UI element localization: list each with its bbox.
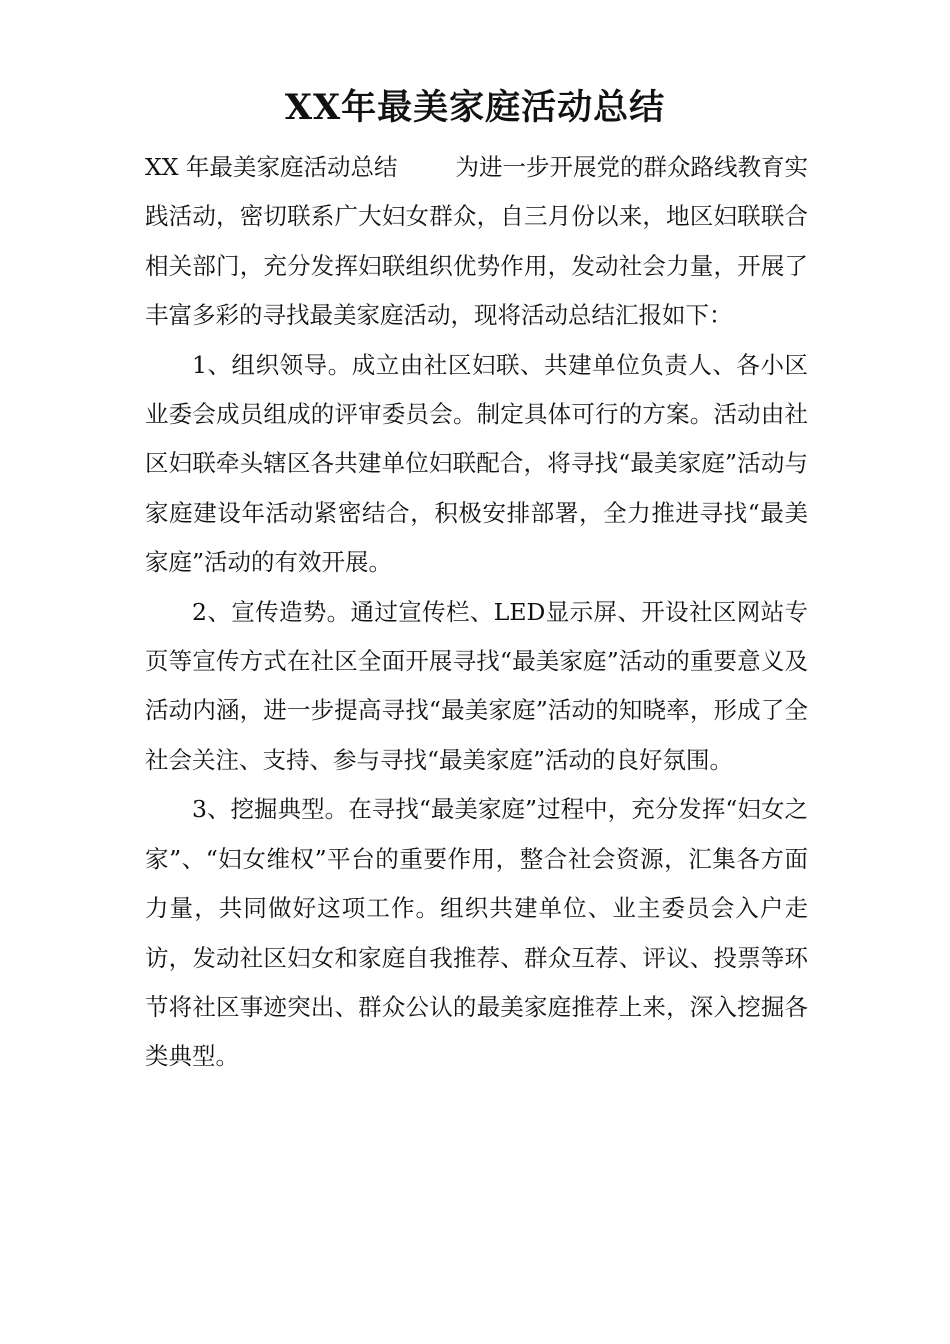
document-title: XX年最美家庭活动总结 bbox=[284, 87, 666, 128]
intro-text: 为进一步开展党的群众路线教育实践活动，密切联系广大妇女群众，自三月份以来，地区妇联联合相关部门，充分发挥妇联组织优势作用，发动社会力量，开展了丰富多彩的寻找最美家庭活动，现将活动总结汇报如下： bbox=[145, 153, 809, 330]
document-body bbox=[145, 143, 808, 1082]
intro-lead: XX 年最美家庭活动总结 bbox=[145, 153, 398, 181]
paragraph-models: 3、挖掘典型。在寻找“最美家庭”过程中，充分发挥“妇女之家”、“妇女维权”平台的重要作用，整合社会资源，汇集各方面力量，共同做好这项工作。组织共建单位、业主委员会入户走访，发动社区妇女和家庭自我推荐、群众互荐、评议、投票等环节将社区事迹突出、群众公认的最美家庭推荐上来，深入挖掘各类典型。 bbox=[145, 795, 808, 1071]
paragraph-publicity: 2、宣传造势。通过宣传栏、LED显示屏、开设社区网站专页等宣传方式在社区全面开展寻找“最美家庭”活动的重要意义及活动内涵，进一步提高寻找“最美家庭”活动的知晓率，形成了全社会关注、支持、参与寻找“最美家庭”活动的良好氛围。 bbox=[145, 597, 808, 774]
paragraph-organization: 1、组织领导。成立由社区妇联、共建单位负责人、各小区业委会成员组成的评审委员会。制定具体可行的方案。活动由社区妇联牵头辖区各共建单位妇联配合，将寻找“最美家庭”活动与家庭建设年活动紧密结合，积极安排部署，全力推进寻找“最美家庭”活动的有效开展。 bbox=[145, 350, 808, 577]
intro-paragraph bbox=[145, 143, 808, 341]
